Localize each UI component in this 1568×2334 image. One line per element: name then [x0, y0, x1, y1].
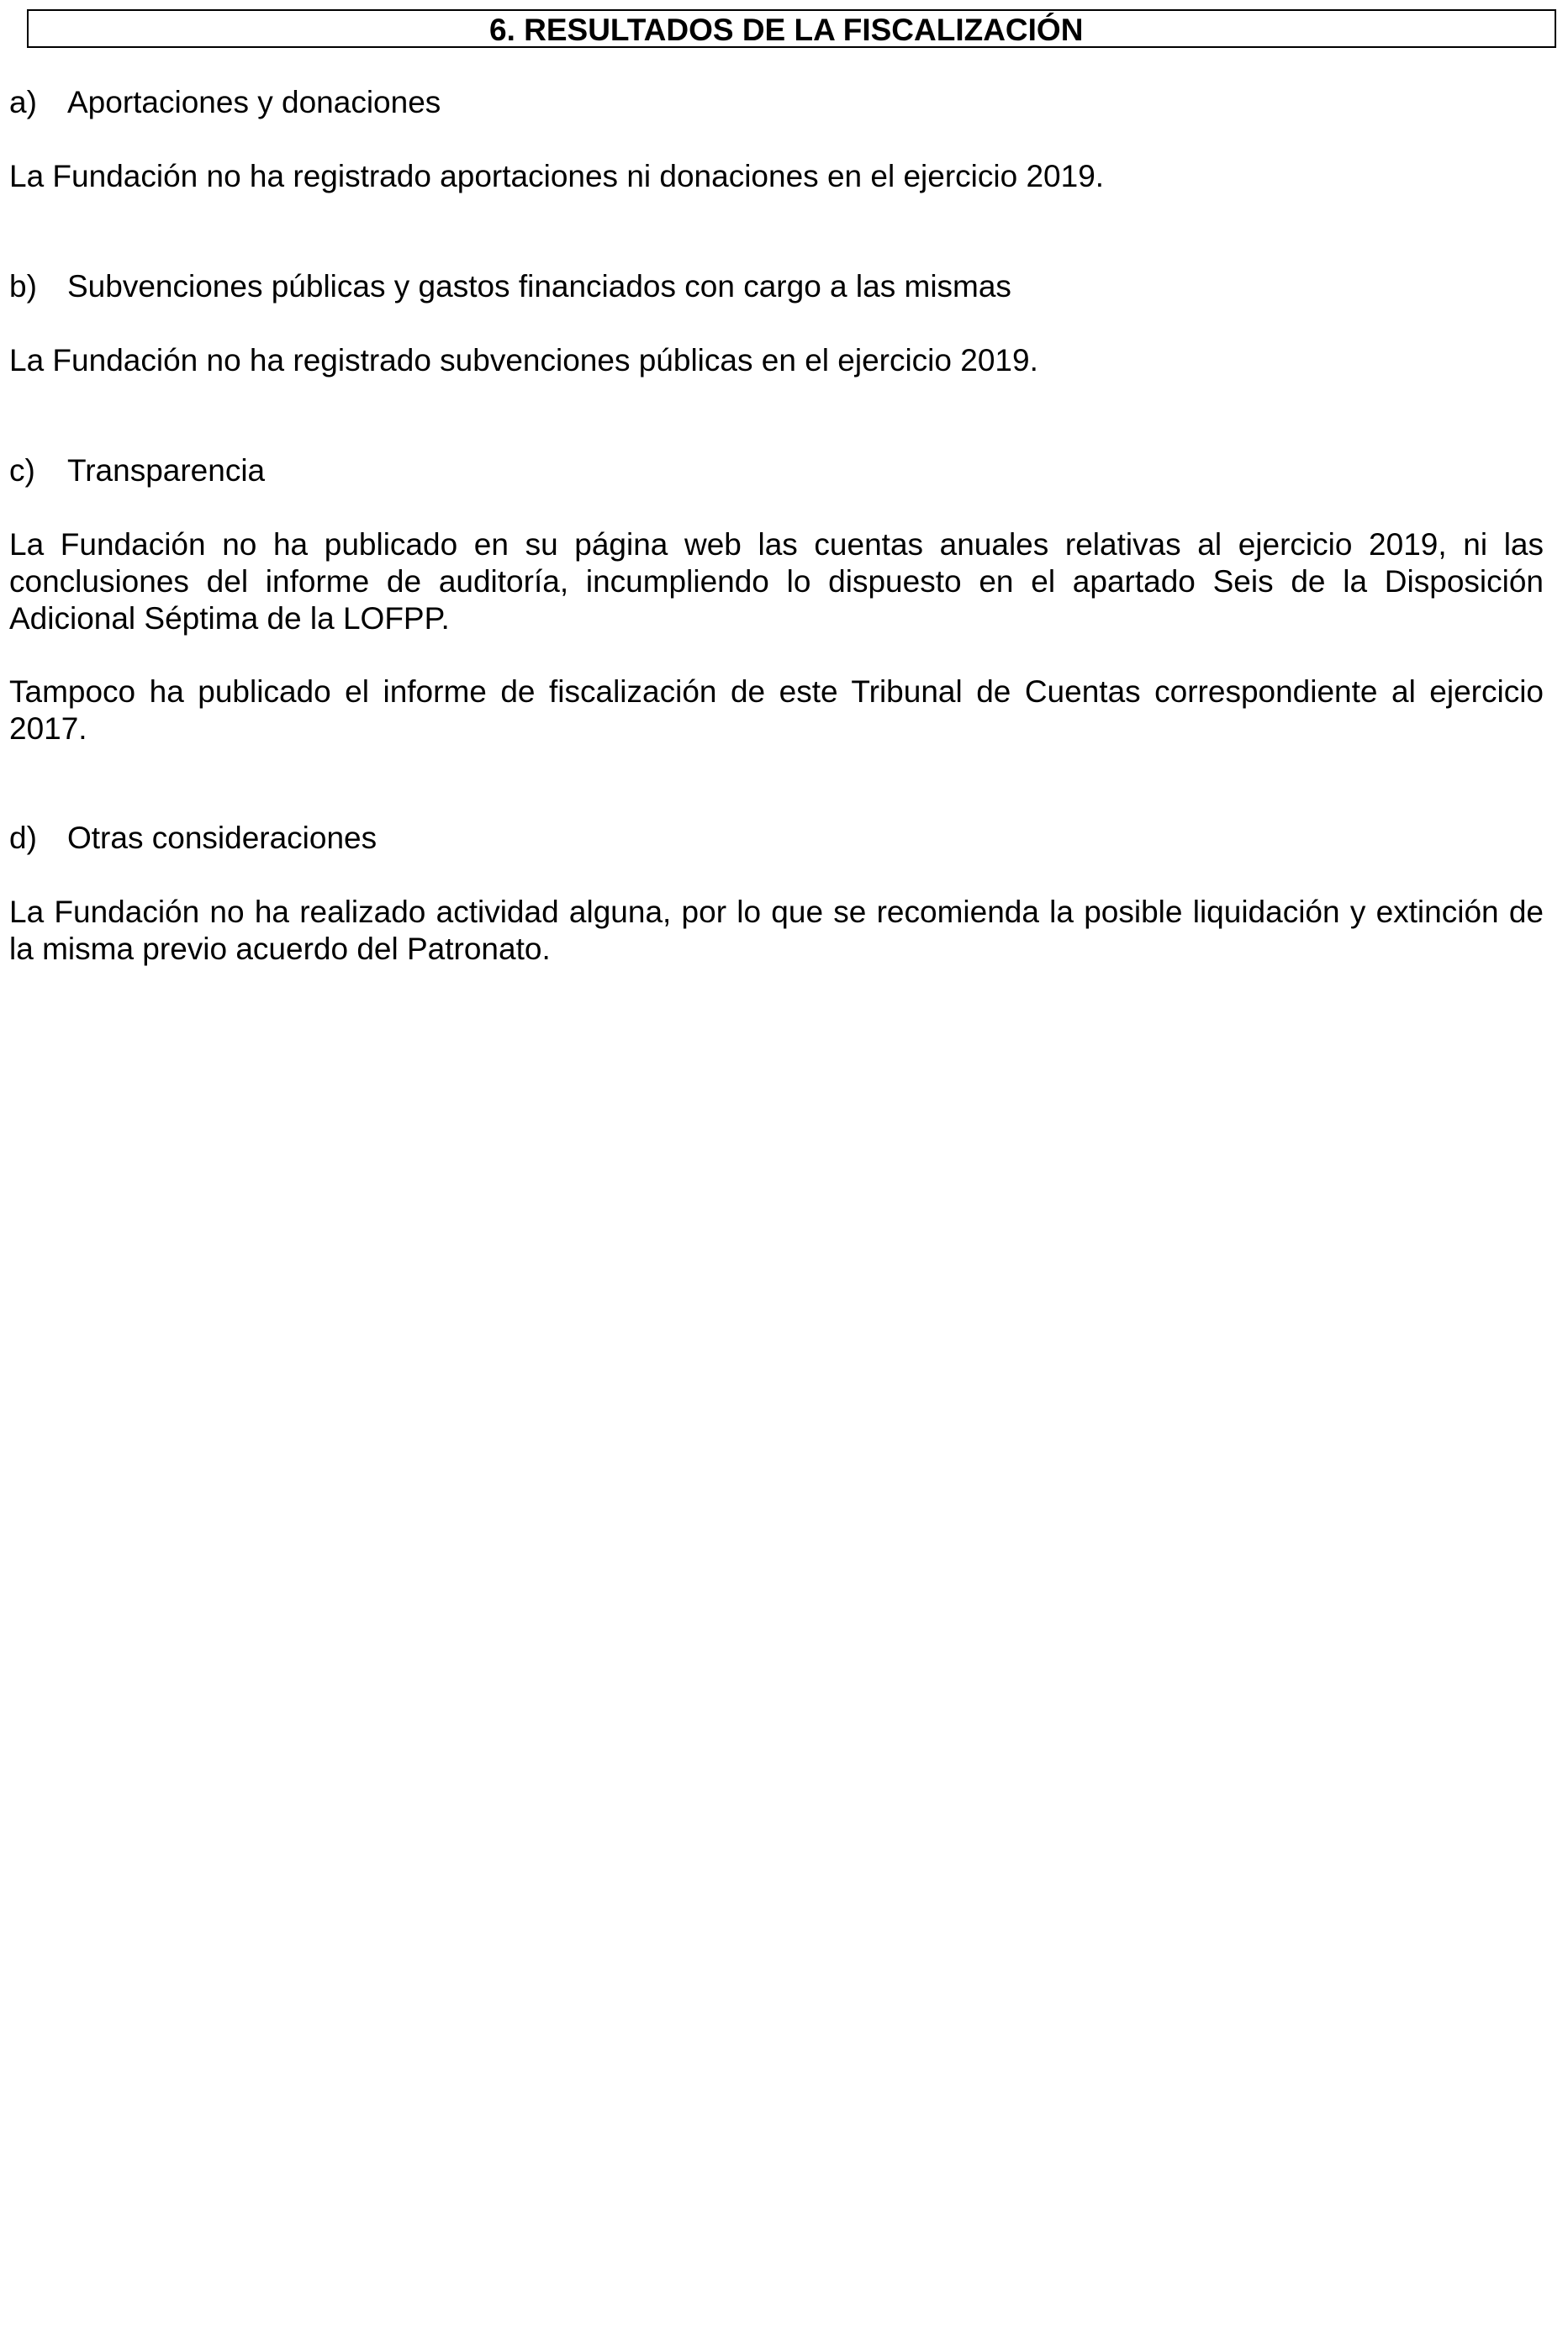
- heading-label: Subvenciones públicas y gastos financiados con cargo a las mismas: [67, 269, 1011, 304]
- paragraph-otras-consideraciones: La Fundación no ha realizado actividad alguna, por lo que se recomienda la posible liquidación y extinción de la misma previo acuerdo del Patronato.: [9, 895, 1544, 966]
- heading-letter: d): [9, 821, 37, 855]
- heading-otras-consideraciones: [9, 820, 377, 857]
- heading-letter: b): [9, 269, 37, 304]
- section-title: 6. RESULTADOS DE LA FISCALIZACIÓN: [489, 13, 1084, 47]
- heading-aportaciones: [9, 84, 441, 121]
- heading-label: Aportaciones y donaciones: [67, 85, 441, 119]
- heading-subvenciones: [9, 268, 1011, 305]
- heading-transparencia: [9, 452, 265, 489]
- heading-letter: a): [9, 85, 37, 119]
- section-title-box: [27, 9, 1556, 48]
- heading-label: Transparencia: [67, 453, 266, 488]
- paragraph-transparencia-1: La Fundación no ha publicado en su página web las cuentas anuales relativas al ejercicio 2019, ni las conclusiones del informe de auditoría, incumpliendo lo dispuesto en el apartado Seis de la Disposición Adicional Séptima de la LOFPP.: [9, 527, 1544, 636]
- heading-label: Otras consideraciones: [67, 821, 377, 855]
- heading-letter: c): [9, 453, 35, 488]
- paragraph-transparencia-2: Tampoco ha publicado el informe de fiscalización de este Tribunal de Cuentas correspondiente al ejercicio 2017.: [9, 674, 1544, 746]
- paragraph-subvenciones: La Fundación no ha registrado subvenciones públicas en el ejercicio 2019.: [9, 343, 1038, 378]
- paragraph-aportaciones: La Fundación no ha registrado aportaciones ni donaciones en el ejercicio 2019.: [9, 159, 1105, 193]
